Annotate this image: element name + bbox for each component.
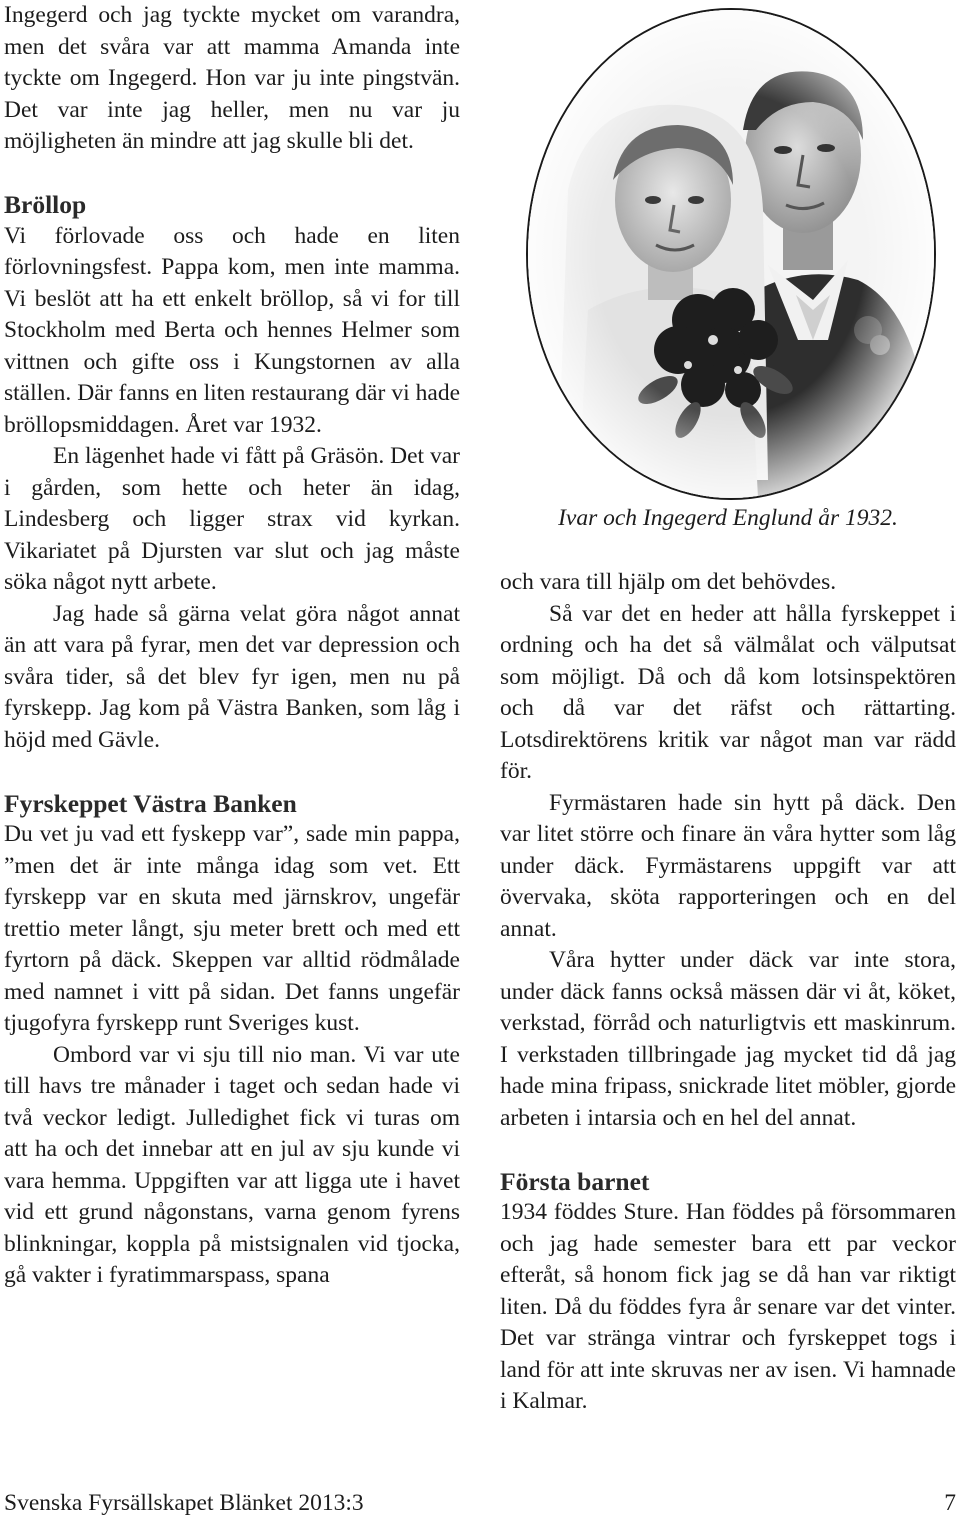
section-heading-forsta-barnet: Första barnet (500, 1166, 650, 1196)
section-heading-brollop: Bröllop (4, 190, 87, 219)
paragraph: 1934 föddes Sture. Han föddes på försommaren och jag hade semester bara ett par veckor efteråt, så honom fick jag se då han var riktigt liten. Då du föddes fyra år senare var det vinter. Det var stränga vintrar och fyrskeppet togs i land för att inte skruvas ner av isen. Vi hamnade i Kalmar. (500, 1199, 956, 1414)
photo-caption: Ivar och Ingegerd Englund år 1932. (558, 505, 898, 531)
paragraph: Ombord var vi sju till nio man. Vi var ute till havs tre månader i taget och sedan hade vi två veckor ledigt. Julledighet fick vi turas om att ha och det innebar att en jul av sju kunde vi vara hemma. Uppgiften var att ligga ute i havet vid ett grund någonstans, varna genom fyrens blinkningar, koppla på mistsignalen vid tjocka, gå vakter i fyratimmarspass, spana (4, 1041, 460, 1288)
page-number: 7 (944, 1490, 956, 1516)
paragraph: En lägenhet hade vi fått på Gräsön. Det var i gården, som hette och heter än idag, Lindesberg och ligger strax vid kyrkan. Vikariatet på Djursten var slut och jag måste söka något nytt arbete. (4, 443, 460, 595)
paragraph: Jag hade så gärna velat göra något annat än att vara på fyrar, men det var depression och svåra tider, så det blev fyr igen, men nu på fyrskepp. Jag kom på Västra Banken, som låg i höjd med Gävle. (4, 600, 460, 753)
paragraph: och vara till hjälp om det behövdes. (500, 569, 837, 595)
paragraph: Ingegerd och jag tyckte mycket om varandra, men det svåra var att mamma Amanda inte tyckte om Ingegerd. Hon var ju inte pingstvän. Det var inte jag heller, men nu var ju möjligheten än mindre att jag skulle bli det. (4, 2, 460, 154)
right-column (500, 567, 956, 1418)
paragraph: Våra hytter under däck var inte stora, under däck fanns också mässen där vi åt, köket, verkstad, förråd och naturligtvis ett maskinrum. I verkstaden tillbringade jag mycket tid då jag hade mina fripass, snickrade litet möbler, gjorde arbeten i intarsia och en hel del annat. (500, 947, 956, 1131)
wedding-portrait-image (528, 10, 934, 498)
paragraph: Fyrmästaren hade sin hytt på däck. Den var litet större och finare än våra hytter som låg under däck. Fyrmästarens uppgift var att övervaka, sköta rapporteringen och en del annat. (500, 789, 956, 942)
section-heading-fyrskeppet: Fyrskeppet Västra Banken (4, 788, 297, 818)
publication-name: Svenska Fyrsällskapet Blänket 2013:3 (4, 1490, 364, 1516)
wedding-photo (526, 8, 938, 502)
paragraph: Så var det en heder att hålla fyrskeppet i ordning och ha det så välmålat och välputsat som möjligt. Då och då kom lotsinspektören och då var det räfst och rättarting. Lotsdirektörens kritik var något man var rädd för. (500, 600, 956, 784)
oval-photo-frame (526, 8, 936, 500)
left-column (4, 0, 460, 1292)
paragraph: Du vet ju vad ett fyskepp var”, sade min pappa, ”men det är inte många idag som vet. Ett fyrskepp var en skuta med järnskrov, ungefär trettio meter långt, sju meter brett och med ett fyrtorn på däck. Skeppen var alltid rödmålade med namnet i vitt på sidan. Det fanns ungefär tjugofyra fyrskepp runt Sveriges kust. (4, 821, 460, 1036)
paragraph: Vi förlovade oss och hade en liten förlovningsfest. Pappa kom, men inte mamma. Vi beslöt att ha ett enkelt bröllop, så vi for till Stockholm med Berta och hennes Helmer som vittnen och gifte oss i Kungstornen av alla ställen. Där fanns en liten restaurang där vi hade bröllopsmiddagen. Året var 1932. (4, 222, 460, 438)
